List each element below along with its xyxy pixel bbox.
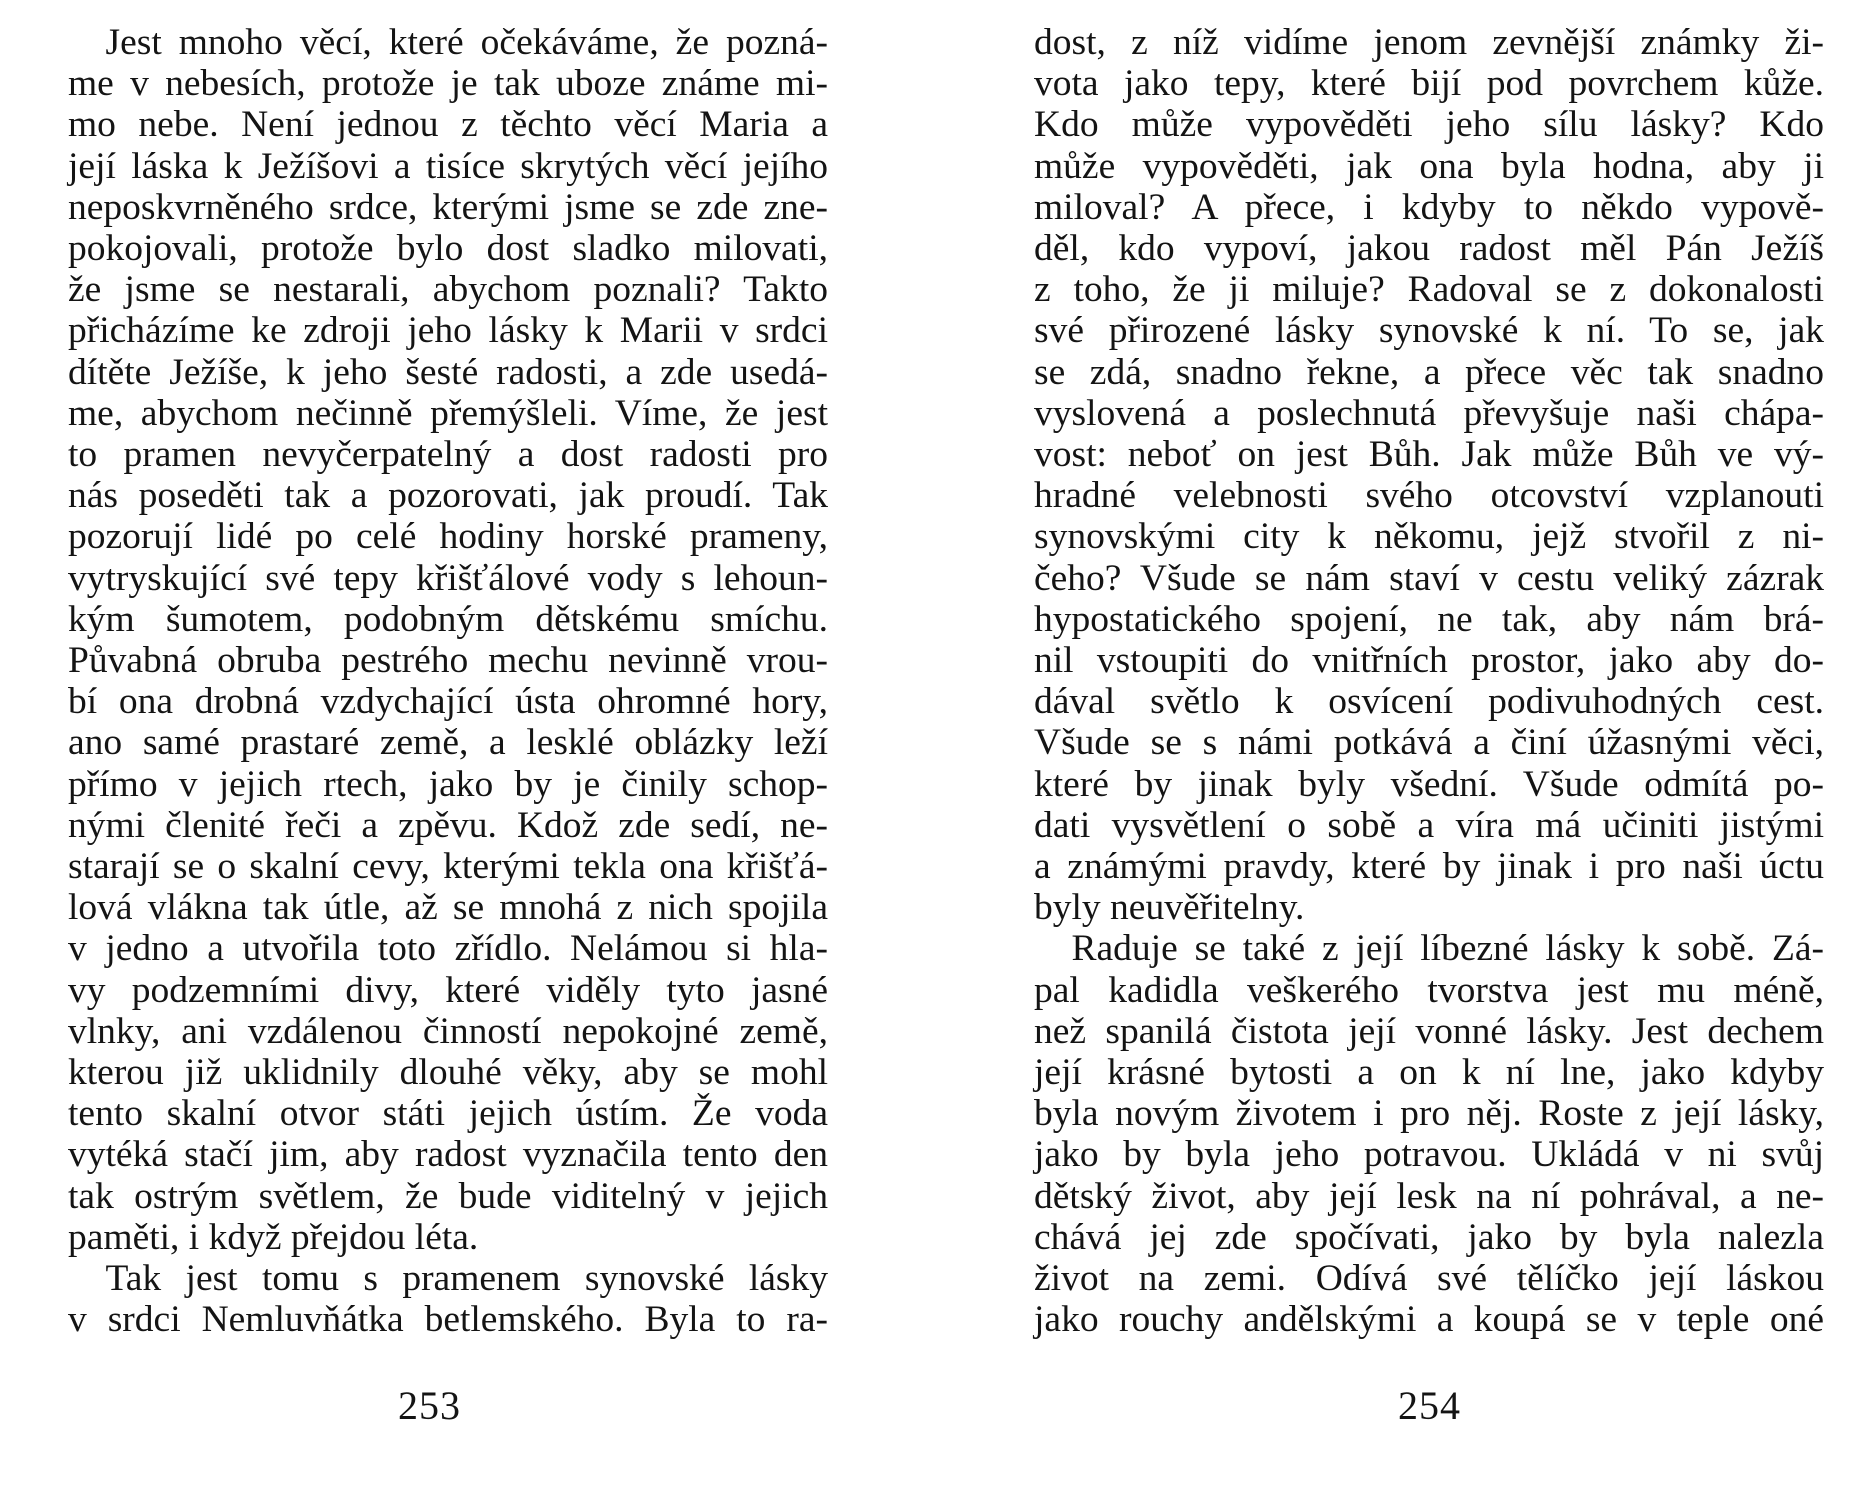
- text-line: nás poseděti tak a pozorovati, jak proudí. Tak: [68, 475, 828, 517]
- text-line: její láska k Ježíšovi a tisíce skrytých věcí jejího: [68, 145, 828, 187]
- text-line: vost: neboť on jest Bůh. Jak může Bůh ve vý-: [1034, 434, 1824, 476]
- text-line: život na zemi. Odívá své tělíčko její láskou: [1034, 1258, 1824, 1300]
- text-line: tento skalní otvor státi jejich ústím. Že voda: [68, 1093, 828, 1135]
- text-line: jako by byla jeho potravou. Ukládá v ni svůj: [1034, 1134, 1824, 1176]
- text-line: mo nebe. Není jednou z těchto věcí Maria a: [68, 104, 828, 146]
- text-line: jako rouchy andělskými a koupá se v teple oné: [1034, 1299, 1824, 1341]
- text-line: neposkvrněného srdce, kterými jsme se zde zne-: [68, 186, 828, 228]
- text-line: dětský život, aby její lesk na ní pohrával, a ne-: [1034, 1175, 1824, 1217]
- text-line: než spanilá čistota její vonné lásky. Jest dechem: [1034, 1010, 1824, 1052]
- text-line: tak ostrým světlem, že bude viditelný v jejich: [68, 1175, 828, 1217]
- text-line: miloval? A přece, i kdyby to někdo vypově-: [1034, 186, 1824, 228]
- text-line: přímo v jejich rtech, jako by je činily schop-: [68, 763, 828, 805]
- text-line: vyslovená a poslechnutá převyšuje naši chápa-: [1034, 392, 1824, 434]
- text-line: Tak jest tomu s pramenem synovské lásky: [105, 1258, 828, 1300]
- text-line: čeho? Všude se nám staví v cestu veliký zázrak: [1034, 557, 1824, 599]
- text-line: pal kadidla veškerého tvorstva jest mu méně,: [1034, 969, 1824, 1011]
- text-line: z toho, že ji miluje? Radoval se z dokonalosti: [1034, 269, 1824, 311]
- text-line: své přirozené lásky synovské k ní. To se, jak: [1034, 310, 1824, 352]
- text-line: kým šumotem, podobným dětskému smíchu.: [68, 598, 828, 640]
- text-line: dítěte Ježíše, k jeho šesté radosti, a zde usedá-: [68, 351, 828, 393]
- text-line: dost, z níž vidíme jenom zevnější známky ži-: [1034, 22, 1824, 63]
- text-line: vota jako tepy, které bijí pod povrchem kůže.: [1034, 63, 1824, 105]
- text-line: přicházíme ke zdroji jeho lásky k Marii v srdci: [68, 310, 828, 352]
- text-line: hypostatického spojení, ne tak, aby nám brá-: [1034, 598, 1824, 640]
- text-line: Všude se s námi potkává a činí úžasnými věci,: [1034, 722, 1824, 764]
- text-line: dával světlo k osvícení podivuhodných cest.: [1034, 681, 1824, 723]
- text-line: chává jej zde spočívati, jako by byla nalezla: [1034, 1216, 1824, 1258]
- text-line: synovskými city k někomu, jejž stvořil z ni-: [1034, 516, 1824, 558]
- left-page: [68, 22, 828, 1341]
- text-line: může vypověděti, jak ona byla hodna, aby ji: [1034, 145, 1824, 187]
- page-number-left: 253: [398, 1383, 461, 1428]
- text-line: to pramen nevyčerpatelný a dost radosti pro: [68, 434, 828, 476]
- page-number-right: 254: [1398, 1383, 1461, 1428]
- text-line: v jedno a utvořila toto zřídlo. Nelámou si hla-: [68, 928, 828, 970]
- text-line: Půvabná obruba pestrého mechu nevinně vrou-: [68, 640, 828, 682]
- text-line: byly neuvěřitelny.: [1034, 887, 1305, 929]
- text-line: kterou již uklidnily dlouhé věky, aby se mohl: [68, 1052, 828, 1094]
- text-line: a známými pravdy, které by jinak i pro naši úctu: [1034, 846, 1824, 888]
- text-line: me, abychom nečinně přemýšleli. Víme, že jest: [68, 392, 828, 434]
- text-line: dati vysvětlení o sobě a víra má učiniti jistými: [1034, 804, 1824, 846]
- text-line: nil vstoupiti do vnitřních prostor, jako aby do-: [1034, 640, 1824, 682]
- text-line: vy podzemními divy, které viděly tyto jasné: [68, 969, 828, 1011]
- text-line: děl, kdo vypoví, jakou radost měl Pán Ježíš: [1034, 228, 1824, 270]
- text-line: Jest mnoho věcí, které očekáváme, že pozná-: [105, 22, 828, 63]
- text-line: se zdá, snadno řekne, a přece věc tak snadno: [1034, 351, 1824, 393]
- text-line: paměti, i když přejdou léta.: [68, 1216, 479, 1258]
- text-line: pozorují lidé po celé hodiny horské prameny,: [68, 516, 828, 558]
- text-line: lová vlákna tak útle, až se mnohá z nich spojila: [68, 887, 828, 929]
- text-line: bí ona drobná vzdychající ústa ohromné hory,: [68, 681, 828, 723]
- text-line: vlnky, ani vzdálenou činností nepokojné země,: [68, 1010, 828, 1052]
- text-line: starají se o skalní cevy, kterými tekla ona křišťá-: [68, 846, 828, 888]
- text-line: nými členité řeči a zpěvu. Kdož zde sedí, ne-: [68, 804, 828, 846]
- right-page-text: [1034, 22, 1824, 1341]
- text-line: v srdci Nemluvňátka betlemského. Byla to ra-: [68, 1299, 828, 1341]
- text-line: pokojovali, protože bylo dost sladko milovati,: [68, 228, 828, 270]
- text-line: její krásné bytosti a on k ní lne, jako kdyby: [1034, 1052, 1824, 1094]
- right-page: [1034, 22, 1824, 1341]
- text-line: Raduje se také z její líbezné lásky k sobě. Zá-: [1071, 928, 1824, 970]
- text-line: hradné velebnosti svého otcovství vzplanouti: [1034, 475, 1824, 517]
- text-line: byla novým životem i pro něj. Roste z její lásky,: [1034, 1093, 1824, 1135]
- text-line: že jsme se nestarali, abychom poznali? Takto: [68, 269, 828, 311]
- left-page-text: [68, 22, 828, 1341]
- text-line: vytéká stačí jim, aby radost vyznačila tento den: [68, 1134, 828, 1176]
- text-line: me v nebesích, protože je tak uboze známe mi-: [68, 63, 828, 105]
- text-line: které by jinak byly všední. Všude odmítá po-: [1034, 763, 1824, 805]
- text-line: Kdo může vypověděti jeho sílu lásky? Kdo: [1034, 104, 1824, 146]
- text-line: ano samé prastaré země, a lesklé oblázky leží: [68, 722, 828, 764]
- text-line: vytryskující své tepy křišťálové vody s lehoun-: [68, 557, 828, 599]
